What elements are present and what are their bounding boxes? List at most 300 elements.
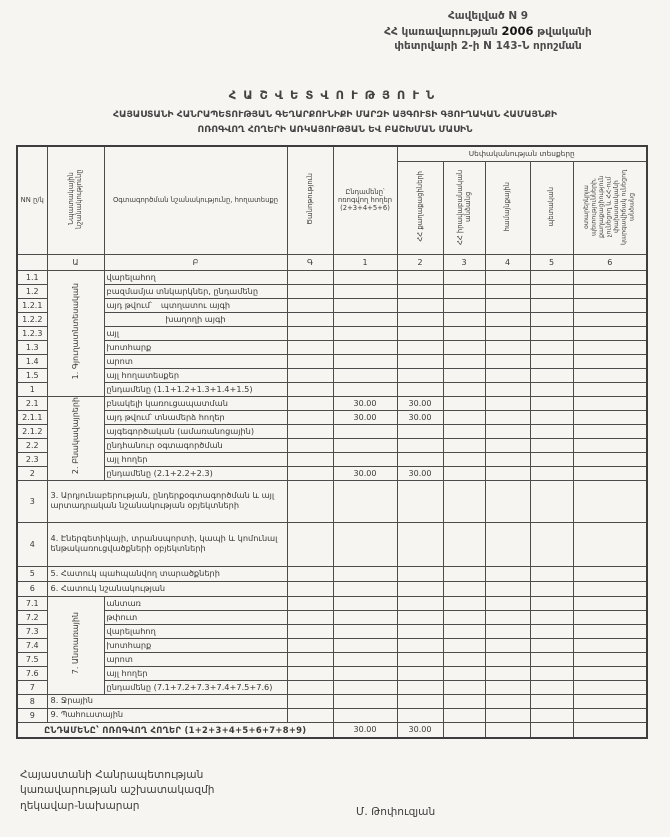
value-cell	[530, 680, 573, 694]
value-cell	[443, 666, 485, 680]
appendix-year: 2006	[501, 23, 534, 38]
value-cell	[530, 638, 573, 652]
row-label-text: բազմամյա տնկարկներ, ընդամենը	[106, 286, 259, 296]
row-label-text: այդ թվում՝ տնամերձ հողեր	[106, 412, 225, 422]
table-row	[17, 480, 647, 522]
category-group-label	[47, 270, 104, 396]
row-number: 7.2	[17, 610, 47, 624]
value-cell	[443, 581, 485, 596]
table-row	[17, 680, 647, 694]
value-cell	[443, 466, 485, 480]
value-cell	[485, 596, 530, 610]
value-cell	[443, 624, 485, 638]
value-cell	[333, 382, 397, 396]
ownership-group-header: Սեփականության տեսքերը	[397, 146, 647, 161]
value-cell	[573, 596, 647, 610]
table-row	[17, 522, 647, 566]
row-label-text: այլ	[106, 328, 119, 338]
row-label-text: վարելահող	[106, 626, 156, 636]
value-cell	[443, 708, 485, 722]
value-cell	[443, 522, 485, 566]
value-cell	[573, 638, 647, 652]
value-cell	[333, 596, 397, 610]
row-label-text: ընդամենը (2.1+2.2+2.3)	[106, 468, 213, 478]
table-row	[17, 396, 647, 410]
col-header-nn: NN ը/կ	[17, 146, 47, 254]
value-cell	[485, 326, 530, 340]
row-label	[104, 396, 287, 410]
value-cell	[333, 638, 397, 652]
table-body	[17, 270, 647, 738]
value-cell	[573, 326, 647, 340]
value-cell	[443, 680, 485, 694]
value-cell: 30.00	[397, 410, 443, 424]
column-letters-row	[17, 254, 647, 270]
value-cell	[397, 312, 443, 326]
value-cell	[443, 298, 485, 312]
value-cell: 30.00	[397, 722, 443, 738]
value-cell	[397, 298, 443, 312]
table-row	[17, 452, 647, 466]
row-label	[104, 284, 287, 298]
value-cell	[333, 581, 397, 596]
row-number: 4	[17, 522, 47, 566]
value-cell	[443, 694, 485, 708]
value-cell	[485, 312, 530, 326]
value-cell	[485, 396, 530, 410]
value-cell	[443, 638, 485, 652]
value-cell	[397, 566, 443, 581]
value-cell	[573, 480, 647, 522]
row-label	[47, 694, 287, 708]
row-label-text: ընդամենը (7.1+7.2+7.3+7.4+7.5+7.6)	[106, 682, 273, 692]
row-number: 1.2	[17, 284, 47, 298]
value-cell	[530, 424, 573, 438]
row-label	[104, 638, 287, 652]
value-cell	[443, 566, 485, 581]
value-cell	[333, 284, 397, 298]
value-cell	[530, 596, 573, 610]
note-cell	[287, 652, 333, 666]
row-label	[104, 326, 287, 340]
row-label-text: 5. Հատուկ պահպանվող տարածքների	[50, 567, 220, 578]
row-number: 1.4	[17, 354, 47, 368]
value-cell	[485, 566, 530, 581]
value-cell	[443, 452, 485, 466]
column-letter: Բ	[104, 254, 287, 270]
value-cell	[530, 694, 573, 708]
value-cell	[485, 480, 530, 522]
row-label	[104, 368, 287, 382]
value-cell	[485, 438, 530, 452]
value-cell	[397, 522, 443, 566]
value-cell	[485, 666, 530, 680]
row-number: 8	[17, 694, 47, 708]
row-number: 2.1	[17, 396, 47, 410]
value-cell	[443, 284, 485, 298]
value-cell	[573, 722, 647, 738]
total-row-label: ԸՆԴԱՄԵՆԸ՝ ՈՌՈԳՎՈՂ ՀՈՂԵՐ (1+2+3+4+5+6+7+8+9)	[17, 722, 333, 738]
table-row	[17, 694, 647, 708]
row-label	[104, 652, 287, 666]
row-number: 5	[17, 566, 47, 581]
header-row-top	[17, 146, 647, 161]
category-group-label	[47, 396, 104, 480]
value-cell	[397, 624, 443, 638]
value-cell	[397, 368, 443, 382]
row-number: 1	[17, 382, 47, 396]
row-label	[104, 424, 287, 438]
row-number: 1.5	[17, 368, 47, 382]
row-number: 1.2.2	[17, 312, 47, 326]
appendix-line2-pre: ՀՀ կառավարության	[384, 25, 502, 38]
value-cell	[530, 438, 573, 452]
report-title: ՀԱՇՎԵՏՎՈՒԹՅՈՒՆ	[228, 88, 442, 102]
value-cell	[530, 610, 573, 624]
value-cell	[573, 410, 647, 424]
value-cell	[573, 522, 647, 566]
column-letter: 6	[573, 254, 647, 270]
value-cell	[443, 354, 485, 368]
value-cell	[443, 382, 485, 396]
note-cell	[287, 666, 333, 680]
note-cell	[287, 368, 333, 382]
category-group-vertical-text: 1. Գյուղատնտեսական	[70, 282, 80, 380]
row-label	[104, 382, 287, 396]
row-label	[104, 666, 287, 680]
signer-title-block	[20, 768, 215, 814]
value-cell	[443, 722, 485, 738]
row-number: 2.1.1	[17, 410, 47, 424]
value-cell	[443, 368, 485, 382]
value-cell	[573, 694, 647, 708]
note-cell	[287, 581, 333, 596]
value-cell	[333, 438, 397, 452]
row-label-text: 8. Ջրային	[50, 695, 93, 706]
report-subtitle-line-2: ՈՌՈԳՎՈՂ ՀՈՂԵՐԻ ԱՌԿԱՅՈՒԹՅԱՆ ԵՎ ԲԱՇԽՄԱՆ ՄԱՍԻՆ	[197, 123, 473, 135]
value-cell	[530, 326, 573, 340]
report-table	[16, 145, 648, 739]
table-header	[17, 146, 647, 270]
value-cell	[573, 566, 647, 581]
value-cell	[333, 708, 397, 722]
table-row	[17, 368, 647, 382]
row-label	[104, 452, 287, 466]
note-cell	[287, 610, 333, 624]
value-cell	[443, 410, 485, 424]
col-header-note-label: Ծանոթություն	[305, 173, 314, 226]
value-cell	[485, 424, 530, 438]
value-cell	[397, 326, 443, 340]
value-cell	[333, 680, 397, 694]
value-cell: 30.00	[397, 396, 443, 410]
row-number: 1.2.3	[17, 326, 47, 340]
column-letter	[17, 254, 47, 270]
signer-title-line-3: ղեկավար-նախարար	[20, 799, 140, 812]
value-cell	[443, 610, 485, 624]
appendix-line-1: Հավելված N 9	[447, 10, 529, 22]
note-cell	[287, 284, 333, 298]
value-cell	[333, 566, 397, 581]
category-group-vertical-text: 7. Անտառային	[70, 611, 80, 675]
value-cell	[485, 382, 530, 396]
col-header-legal-entities	[443, 161, 485, 254]
table-row	[17, 566, 647, 581]
row-label-text: ընդհանուր օգտագործման	[106, 440, 223, 450]
table-row	[17, 424, 647, 438]
value-cell	[530, 480, 573, 522]
row-label-text: այլ հողատեսքեր	[106, 370, 180, 380]
value-cell	[333, 452, 397, 466]
signer-title-line-2: կառավարության աշխատակազմի	[20, 784, 215, 797]
row-number: 7.6	[17, 666, 47, 680]
note-cell	[287, 298, 333, 312]
column-letter: 2	[397, 254, 443, 270]
value-cell	[485, 270, 530, 284]
table-row	[17, 438, 647, 452]
table-row	[17, 326, 647, 340]
value-cell	[485, 581, 530, 596]
value-cell	[530, 708, 573, 722]
value-cell	[333, 312, 397, 326]
appendix-block	[318, 10, 658, 54]
value-cell	[485, 652, 530, 666]
value-cell	[485, 680, 530, 694]
table-row	[17, 638, 647, 652]
col-header-foreign	[573, 161, 647, 254]
note-cell	[287, 270, 333, 284]
table-row	[17, 312, 647, 326]
row-label-text: արոտ	[106, 654, 133, 664]
row-label	[47, 708, 287, 722]
table-row	[17, 284, 647, 298]
row-label	[47, 581, 287, 596]
value-cell	[530, 566, 573, 581]
value-cell	[443, 480, 485, 522]
row-label	[104, 340, 287, 354]
value-cell	[530, 396, 573, 410]
value-cell	[397, 638, 443, 652]
value-cell	[573, 452, 647, 466]
value-cell	[485, 410, 530, 424]
value-cell	[530, 522, 573, 566]
value-cell	[573, 466, 647, 480]
value-cell	[573, 284, 647, 298]
total-row	[17, 722, 647, 738]
row-label	[104, 438, 287, 452]
value-cell	[573, 340, 647, 354]
value-cell	[443, 596, 485, 610]
value-cell	[530, 284, 573, 298]
value-cell	[397, 382, 443, 396]
row-number: 1.1	[17, 270, 47, 284]
table-row	[17, 382, 647, 396]
value-cell	[485, 298, 530, 312]
row-label-text: ընդամենը (1.1+1.2+1.3+1.4+1.5)	[106, 384, 253, 394]
value-cell	[530, 652, 573, 666]
appendix-line-2	[318, 24, 658, 40]
value-cell	[333, 522, 397, 566]
row-label	[104, 270, 287, 284]
row-number: 2.1.2	[17, 424, 47, 438]
appendix-line-3: փետրվարի 2-ի N 143-Ն որոշման	[394, 39, 582, 52]
value-cell	[530, 312, 573, 326]
value-cell	[397, 610, 443, 624]
value-cell: 30.00	[333, 722, 397, 738]
col-header-citizens-label: ՀՀ քաղաքացիների	[415, 171, 424, 242]
value-cell	[573, 610, 647, 624]
value-cell	[333, 624, 397, 638]
row-label-text: բնակելի կառուցապատման	[106, 398, 228, 408]
value-cell	[397, 438, 443, 452]
value-cell	[530, 722, 573, 738]
value-cell	[573, 624, 647, 638]
row-label-text: թփուտ	[106, 612, 138, 622]
value-cell	[573, 354, 647, 368]
row-label	[104, 298, 287, 312]
row-number: 7.4	[17, 638, 47, 652]
value-cell	[397, 666, 443, 680]
value-cell	[485, 722, 530, 738]
row-number: 7.3	[17, 624, 47, 638]
note-cell	[287, 708, 333, 722]
value-cell	[333, 270, 397, 284]
value-cell	[397, 340, 443, 354]
row-label-text: 4. Էներգետիկայի, տրանսպորտի, կապի և կոմունալ ենթակառուցվածքների օբյեկտների	[50, 533, 278, 553]
value-cell	[397, 424, 443, 438]
row-label	[47, 522, 287, 566]
row-label-text: պտղատու այգի	[160, 300, 231, 310]
col-header-purpose	[47, 146, 104, 254]
col-header-community	[485, 161, 530, 254]
value-cell	[573, 424, 647, 438]
value-cell	[485, 284, 530, 298]
value-cell	[573, 312, 647, 326]
value-cell	[397, 652, 443, 666]
report-subtitle	[0, 108, 670, 137]
table-row	[17, 624, 647, 638]
value-cell	[485, 452, 530, 466]
value-cell	[485, 466, 530, 480]
value-cell	[485, 708, 530, 722]
value-cell	[485, 694, 530, 708]
value-cell	[485, 610, 530, 624]
row-label-text: 6. Հատուկ նշանակության	[50, 582, 166, 593]
value-cell	[573, 666, 647, 680]
note-cell	[287, 396, 333, 410]
row-label-text: այլ հողեր	[106, 454, 148, 464]
note-cell	[287, 312, 333, 326]
value-cell	[530, 666, 573, 680]
value-cell	[397, 270, 443, 284]
table-row	[17, 466, 647, 480]
row-label	[104, 624, 287, 638]
col-header-community-label: համայնքային	[503, 181, 512, 232]
value-cell	[397, 581, 443, 596]
value-cell	[397, 680, 443, 694]
note-cell	[287, 438, 333, 452]
value-cell	[333, 340, 397, 354]
value-cell	[573, 382, 647, 396]
table-row	[17, 298, 647, 312]
table-row	[17, 270, 647, 284]
table-row	[17, 610, 647, 624]
value-cell	[443, 270, 485, 284]
value-cell	[397, 480, 443, 522]
value-cell	[397, 284, 443, 298]
row-label-text: 3. Արդյունաբերության, ընդերքօգտագործման և այլ արտադրական նշանակության օբյեկտների	[50, 490, 275, 510]
note-cell	[287, 340, 333, 354]
column-letter: 1	[333, 254, 397, 270]
note-cell	[287, 424, 333, 438]
value-cell	[530, 270, 573, 284]
note-cell	[287, 480, 333, 522]
row-number: 2	[17, 466, 47, 480]
value-cell	[333, 666, 397, 680]
value-cell	[485, 354, 530, 368]
row-number: 2.3	[17, 452, 47, 466]
value-cell	[333, 298, 397, 312]
column-letter: Գ	[287, 254, 333, 270]
value-cell	[530, 624, 573, 638]
value-cell	[333, 694, 397, 708]
value-cell	[573, 396, 647, 410]
table-row	[17, 666, 647, 680]
row-number: 7.1	[17, 596, 47, 610]
value-cell	[333, 610, 397, 624]
value-cell	[443, 340, 485, 354]
col-header-purpose-label: Նպատակային նշանակությունը	[67, 169, 84, 230]
table-row	[17, 708, 647, 722]
title-block	[0, 88, 670, 137]
value-cell	[397, 596, 443, 610]
row-number: 3	[17, 480, 47, 522]
table-row	[17, 354, 647, 368]
category-group-label	[47, 596, 104, 694]
col-header-citizens	[397, 161, 443, 254]
column-letter: 3	[443, 254, 485, 270]
col-header-state	[530, 161, 573, 254]
row-label	[104, 596, 287, 610]
value-cell	[333, 368, 397, 382]
column-letter: 4	[485, 254, 530, 270]
value-cell	[397, 708, 443, 722]
value-cell	[397, 354, 443, 368]
row-label-text: խոտհարք	[106, 342, 152, 352]
note-cell	[287, 326, 333, 340]
value-cell	[485, 624, 530, 638]
value-cell	[530, 340, 573, 354]
row-label	[47, 480, 287, 522]
value-cell	[573, 438, 647, 452]
row-label	[47, 566, 287, 581]
row-label-text: խաղողի այգի	[165, 314, 226, 324]
value-cell	[485, 340, 530, 354]
value-cell	[530, 382, 573, 396]
report-subtitle-line-1: ՀԱՅԱՍՏԱՆԻ ՀԱՆՐԱՊԵՏՈՒԹՅԱՆ ԳԵՂԱՐՔՈՒՆԻՔԻ ՄԱՐԶԻ ԱՅԳՈՒՏԻ ԳՅՈՒՂԱԿԱՆ ՀԱՄԱՅՆՔԻ	[113, 109, 557, 120]
table-row	[17, 596, 647, 610]
appendix-line2-post: թվականի	[533, 25, 592, 38]
row-label-prefix: այդ թվում՝	[106, 299, 152, 310]
note-cell	[287, 566, 333, 581]
row-label	[104, 610, 287, 624]
value-cell	[530, 298, 573, 312]
col-header-foreign-label: օտարերկրյա պետությունների, քաղաքացիություն չունեցող և ՀՀ-ում փախստականի կարգավիճակ ունեցող անձանց	[583, 168, 636, 245]
row-label-text: վարելահող	[106, 272, 156, 282]
value-cell	[573, 680, 647, 694]
note-cell	[287, 522, 333, 566]
note-cell	[287, 354, 333, 368]
